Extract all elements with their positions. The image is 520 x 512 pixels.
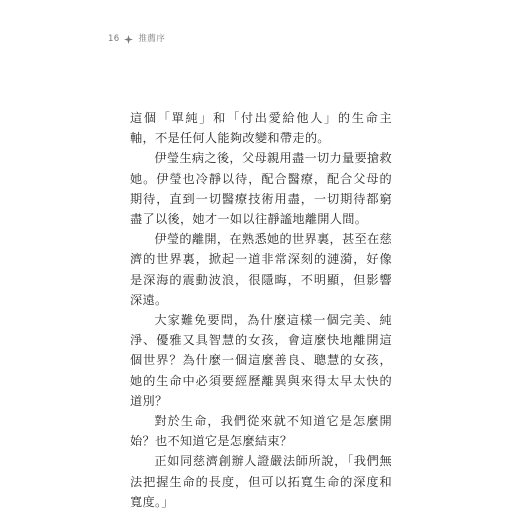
paragraph: 伊瑩生病之後，父母親用盡一切力量要搶救她。伊瑩也冷靜以待，配合醫療，配合父母的期待，直到一切醫療技術用盡，一切期待都窮盡了以後，她才一如以往靜謐地離開人間。	[130, 151, 392, 227]
paragraph: 正如同慈濟創辦人證嚴法師所說，「我們無法把握生命的長度，但可以拓寬生命的深度和寬度。」	[130, 454, 392, 509]
body-text	[130, 108, 392, 512]
page-number: 16	[108, 33, 120, 44]
four-point-star-icon	[124, 35, 133, 44]
paragraph: 伊瑩的離開，在熟悉她的世界裏，甚至在慈濟的世界裏，掀起一道非常深刻的漣漪，好像是深海的震動波浪，很隱晦，不明顯，但影響深遠。	[130, 232, 392, 307]
section-title: 推薦序	[138, 33, 166, 44]
running-header	[108, 32, 165, 46]
paragraph: 對於生命，我們從來就不知道它是怎麼開始？也不知道它是怎麼結束？	[130, 414, 392, 449]
paragraph: 這個「單純」和「付出愛給他人」的生命主軸，不是任何人能夠改變和帶走的。	[130, 111, 392, 146]
paragraph: 大家難免要問，為什麼這樣一個完美、純淨、優雅又具智慧的女孩，會這麼快地離開這個世界？為什麼一個這麼善良、聰慧的女孩，她的生命中必須要經歷離異與來得太早太快的道別？	[130, 313, 392, 408]
